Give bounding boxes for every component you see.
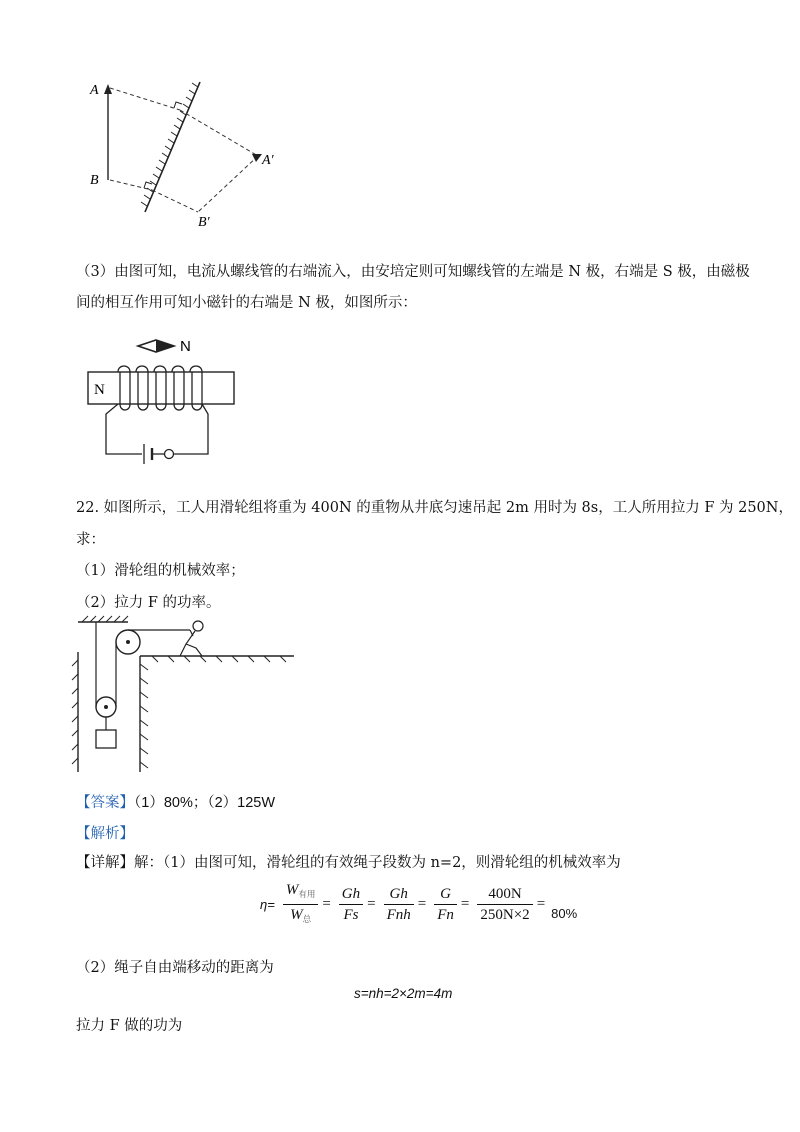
fraction-g-fn: $\frac{G}{Fn}$: [434, 884, 457, 925]
q22-sub2: （2）拉力 F 的功率。: [76, 595, 221, 611]
q22-stem-line1: 22. 如图所示，工人用滑轮组将重为 400N 的重物从井底匀速吊起 2m 用时为 8s，工人所用拉力 F 为 250N，: [76, 500, 793, 516]
mirror-figure: [80, 72, 300, 234]
efficiency-result: 80%: [551, 906, 578, 922]
detail-line2: （2）绳子自由端移动的距离为: [76, 960, 274, 976]
answer-line: [76, 793, 275, 813]
answer-tag: 【答案】: [76, 795, 134, 811]
fraction-w: $\frac{W_{有用}}{W_总}$: [283, 880, 319, 929]
eta-label: η=: [260, 897, 275, 912]
label-b: B: [90, 173, 99, 188]
pulley-figure: [68, 612, 308, 776]
detail-tag: 【详解】: [76, 855, 134, 871]
fraction-gh-fnh: $\frac{Gh}{\text{Fnh}}$: [384, 884, 414, 925]
label-a: A: [90, 83, 99, 98]
coil-label: N: [94, 382, 105, 398]
label-b-prime: B′: [198, 215, 210, 230]
label-a-prime: A′: [262, 153, 274, 168]
detail-line3: 拉力 F 做的功为: [76, 1018, 183, 1034]
part3-line2: 间的相互作用可知小磁针的右端是 N 极，如图所示：: [76, 295, 417, 311]
detail-line1: 解：（1）由图可知，滑轮组的有效绳子段数为 n=2，则滑轮组的机械效率为: [134, 855, 621, 871]
fraction-gh-fs: $\frac{Gh}{Fs}$: [339, 884, 363, 925]
detail-line1-row: [76, 853, 621, 873]
fraction-values: $\frac{400N}{250N\times 2}$: [477, 884, 532, 925]
distance-formula: s=nh=2×2m=4m: [354, 986, 453, 1001]
part3-line1: （3）由图可知，电流从螺线管的右端流入，由安培定则可知螺线管的左端是 N 极，右端是 S 极，由磁极: [76, 264, 750, 280]
needle-label: N: [180, 338, 191, 355]
q22-sub1: （1）滑轮组的机械效率；: [76, 563, 245, 579]
analysis-tag: 【解析】: [76, 826, 134, 842]
solenoid-figure: [84, 334, 244, 472]
analysis-line: [76, 824, 134, 844]
q22-stem-line2: 求：: [76, 532, 105, 548]
answer-text: （1）80%；（2）125W: [134, 795, 276, 811]
efficiency-formula: η= $\frac{W_{有用}}{W_总}$ = $\frac{Gh}{Fs}$ = $\frac{Gh}{\text{Fnh}}$ = $\frac{G}{Fn}$ = $\frac{400N}{250N\times 2}$ = $_{80\%}$: [258, 880, 577, 929]
